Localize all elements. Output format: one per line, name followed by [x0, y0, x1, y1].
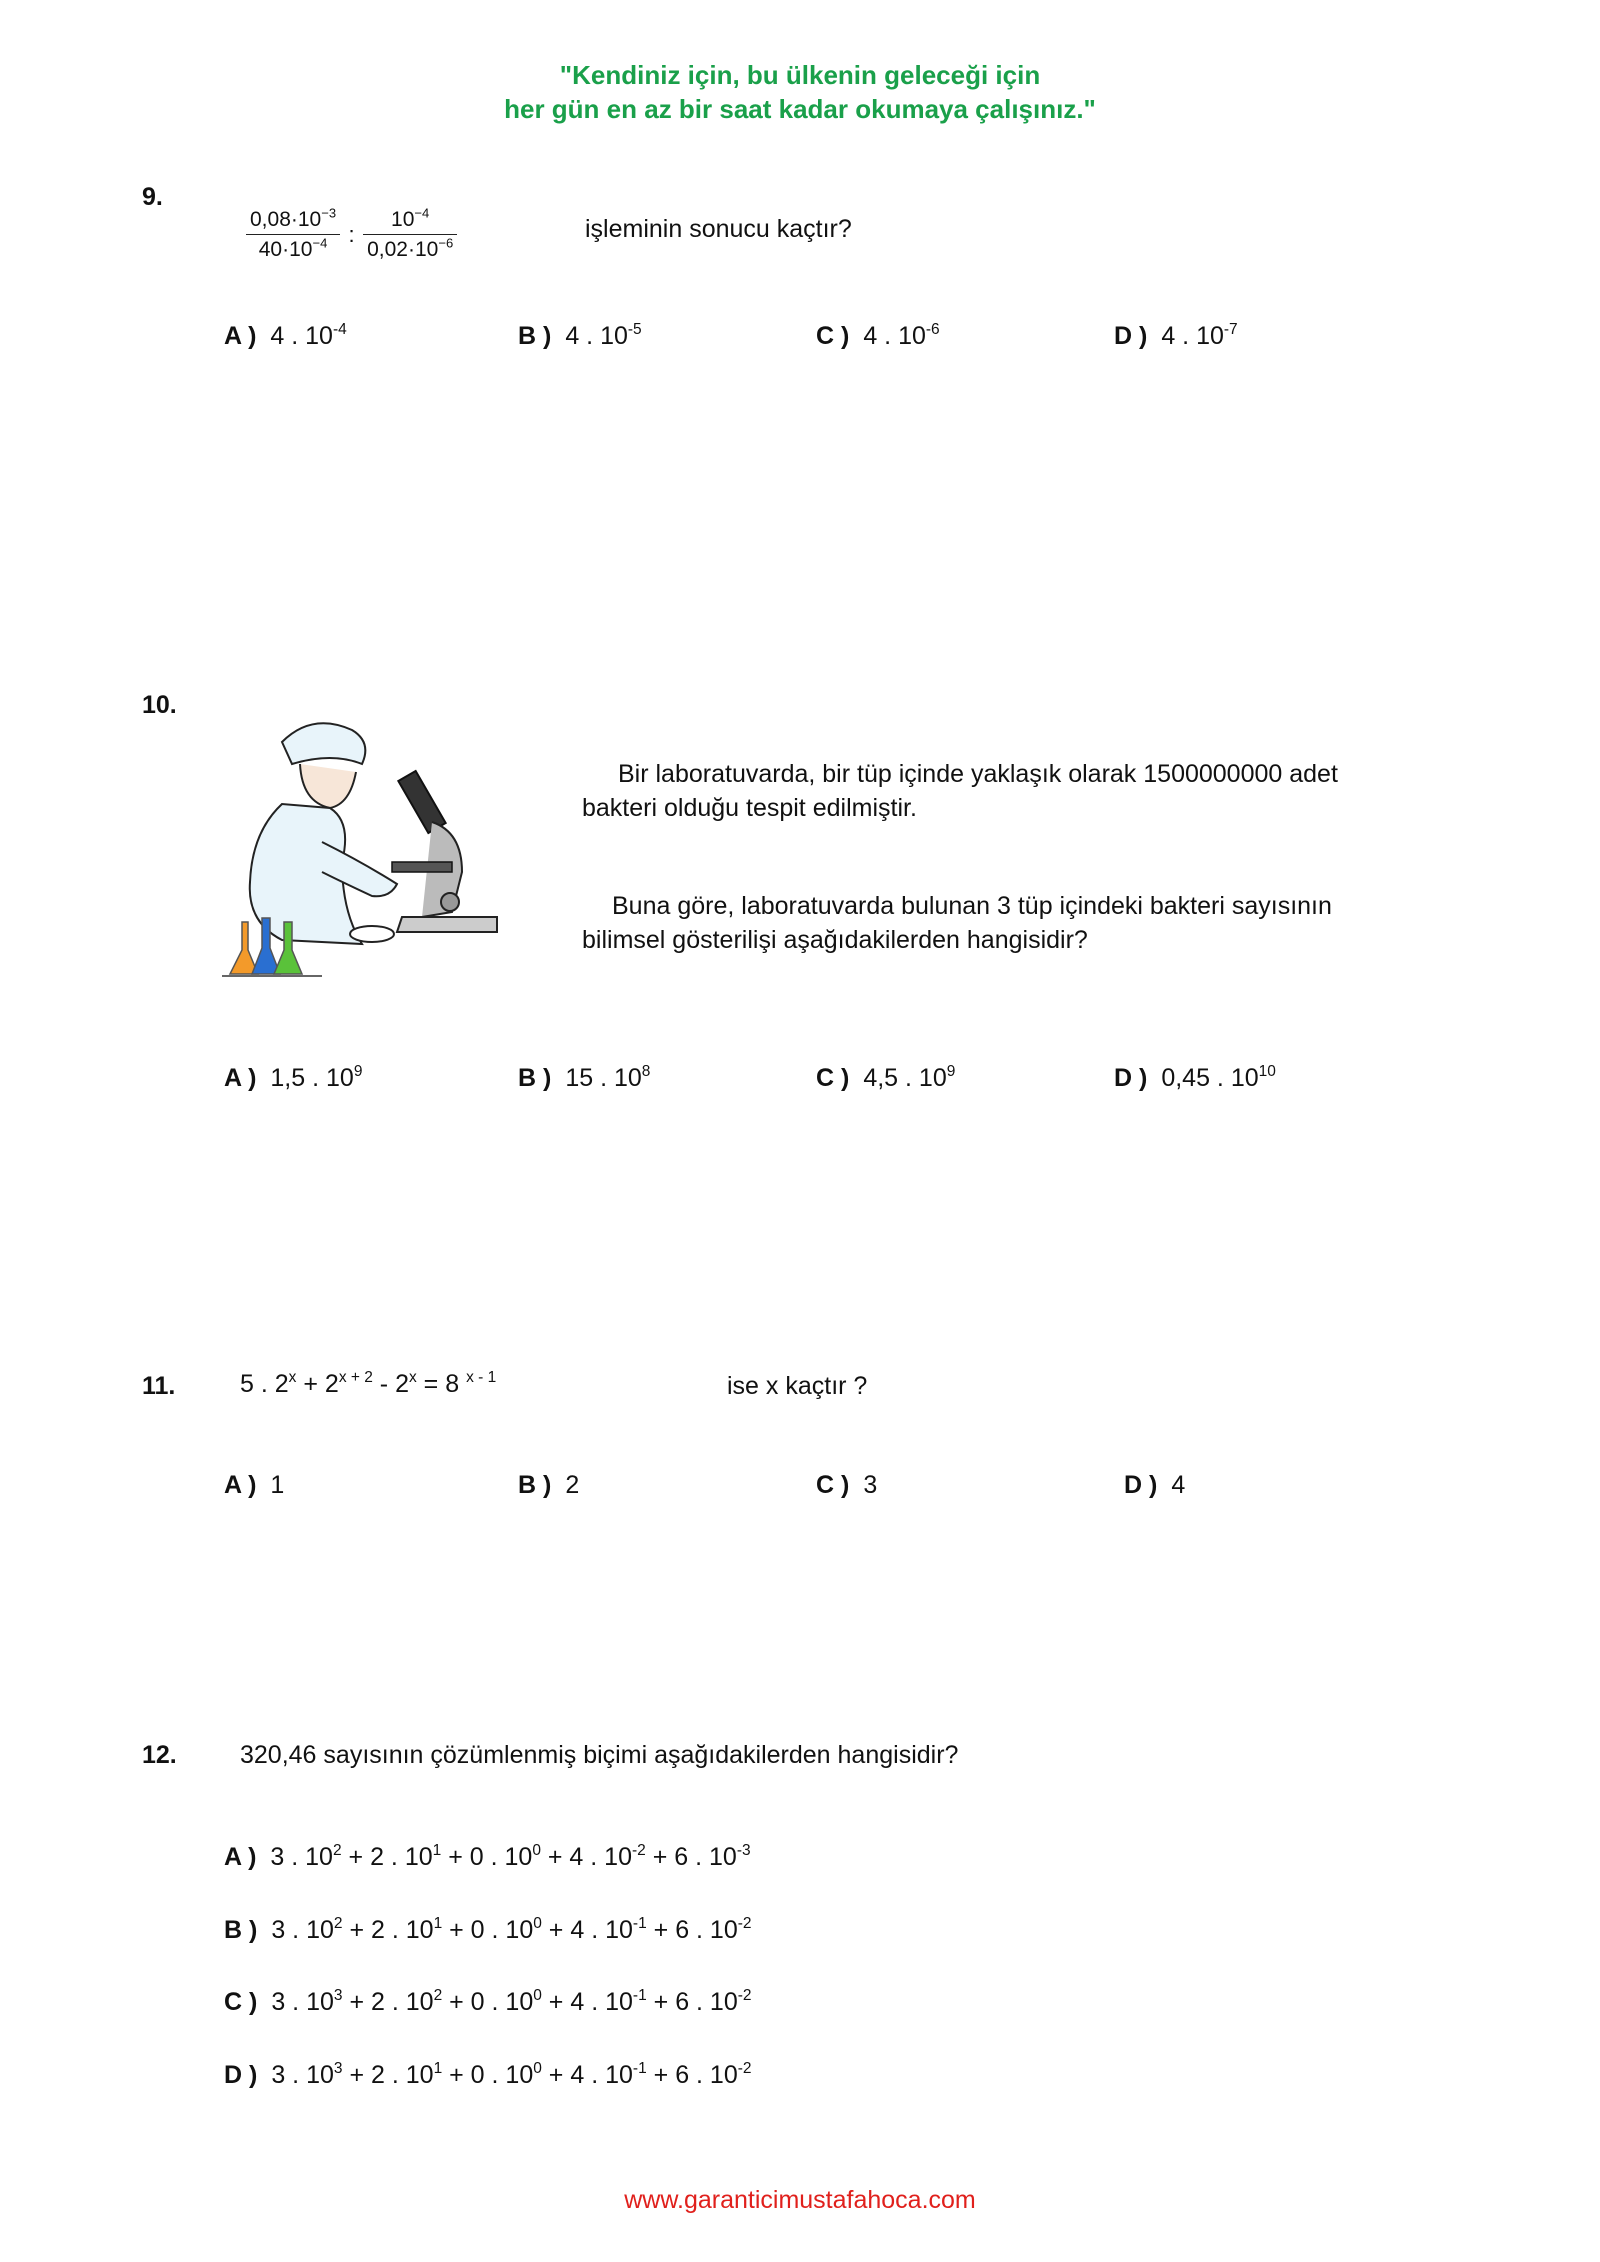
fraction-2 [363, 205, 457, 262]
fraction-1-denominator: $40\cdot 10^{-4}$ [258, 235, 328, 261]
question-9-option-b[interactable]: B ) 4 . $10^{-5}$ [518, 320, 642, 350]
question-10-option-a[interactable]: A ) 1,5 . $10^9$ [224, 1062, 363, 1092]
question-11-option-a[interactable]: A ) 1 [224, 1471, 285, 1499]
question-9-expression [246, 205, 457, 262]
question-11-option-d[interactable]: D ) 4 [1124, 1471, 1186, 1499]
fraction-2-numerator: $10^{-4}$ [363, 208, 457, 235]
question-11-option-c[interactable]: C ) 3 [816, 1471, 878, 1499]
fraction-2-denominator: $0,02\cdot 10^{-6}$ [367, 235, 454, 261]
fraction-1-numerator: $0,08\cdot 10^{-3}$ [246, 208, 340, 235]
fraction-1 [246, 205, 340, 262]
question-12-text: 320,46 sayısının çözümlenmiş biçimi aşağıdakilerden hangisidir? [240, 1741, 959, 1769]
question-10-option-d[interactable]: D ) 0,45 . $10^{10}$ [1114, 1062, 1276, 1092]
scientist-microscope-illustration [222, 712, 502, 988]
header-quote [0, 58, 1600, 126]
question-11-equation: 5 . $2^x + 2^{x + 2} - 2^x = 8$ $^{x - 1}$ [240, 1368, 497, 1398]
question-12-option-a[interactable]: A ) 3 . $10^2 + 2$ . $10^1 + 0$ . $10^0 + 4$ . $10^{-2} + 6$ . $10^{-3}$ [224, 1841, 751, 1871]
question-10-paragraph-2: Buna göre, laboratuvarda bulunan 3 tüp içindeki bakteri sayısının bilimsel gösterilişi aşağıdakilerden hangisidir? [582, 892, 1332, 954]
question-10-number: 10. [142, 691, 177, 719]
question-9-number: 9. [142, 183, 163, 211]
footer-url[interactable]: www.garanticimustafahoca.com [624, 2186, 976, 2214]
question-10-option-b[interactable]: B ) 15 . $10^8$ [518, 1062, 651, 1092]
question-11-number: 11. [142, 1372, 176, 1400]
question-12-option-c[interactable]: C ) 3 . $10^3 + 2$ . $10^2 + 0$ . $10^0 + 4$ . $10^{-1} + 6$ . $10^{-2}$ [224, 1986, 752, 2016]
question-12-option-b[interactable]: B ) 3 . $10^2 + 2$ . $10^1 + 0$ . $10^0 + 4$ . $10^{-1} + 6$ . $10^{-2}$ [224, 1914, 752, 1944]
question-10-paragraph-1: Bir laboratuvarda, bir tüp içinde yaklaşık olarak 1500000000 adet bakteri olduğu tespit edilmiştir. [582, 760, 1338, 822]
divide-sign: : [348, 222, 355, 247]
question-10-option-c[interactable]: C ) 4,5 . $10^9$ [816, 1062, 956, 1092]
question-11-option-b[interactable]: B ) 2 [518, 1471, 580, 1499]
header-line-1: "Kendiniz için, bu ülkenin geleceği için [559, 60, 1041, 90]
question-9-option-c[interactable]: C ) 4 . $10^{-6}$ [816, 320, 940, 350]
question-9-text: işleminin sonucu kaçtır? [585, 215, 852, 243]
question-9-option-d[interactable]: D ) 4 . $10^{-7}$ [1114, 320, 1238, 350]
question-11-text: ise x kaçtır ? [727, 1372, 868, 1400]
question-9-option-a[interactable]: A ) 4 . $10^{-4}$ [224, 320, 347, 350]
question-12-number: 12. [142, 1741, 177, 1769]
header-line-2: her gün en az bir saat kadar okumaya çalışınız." [504, 94, 1096, 124]
question-12-option-d[interactable]: D ) 3 . $10^3 + 2$ . $10^1 + 0$ . $10^0 + 4$ . $10^{-1} + 6$ . $10^{-2}$ [224, 2059, 752, 2089]
